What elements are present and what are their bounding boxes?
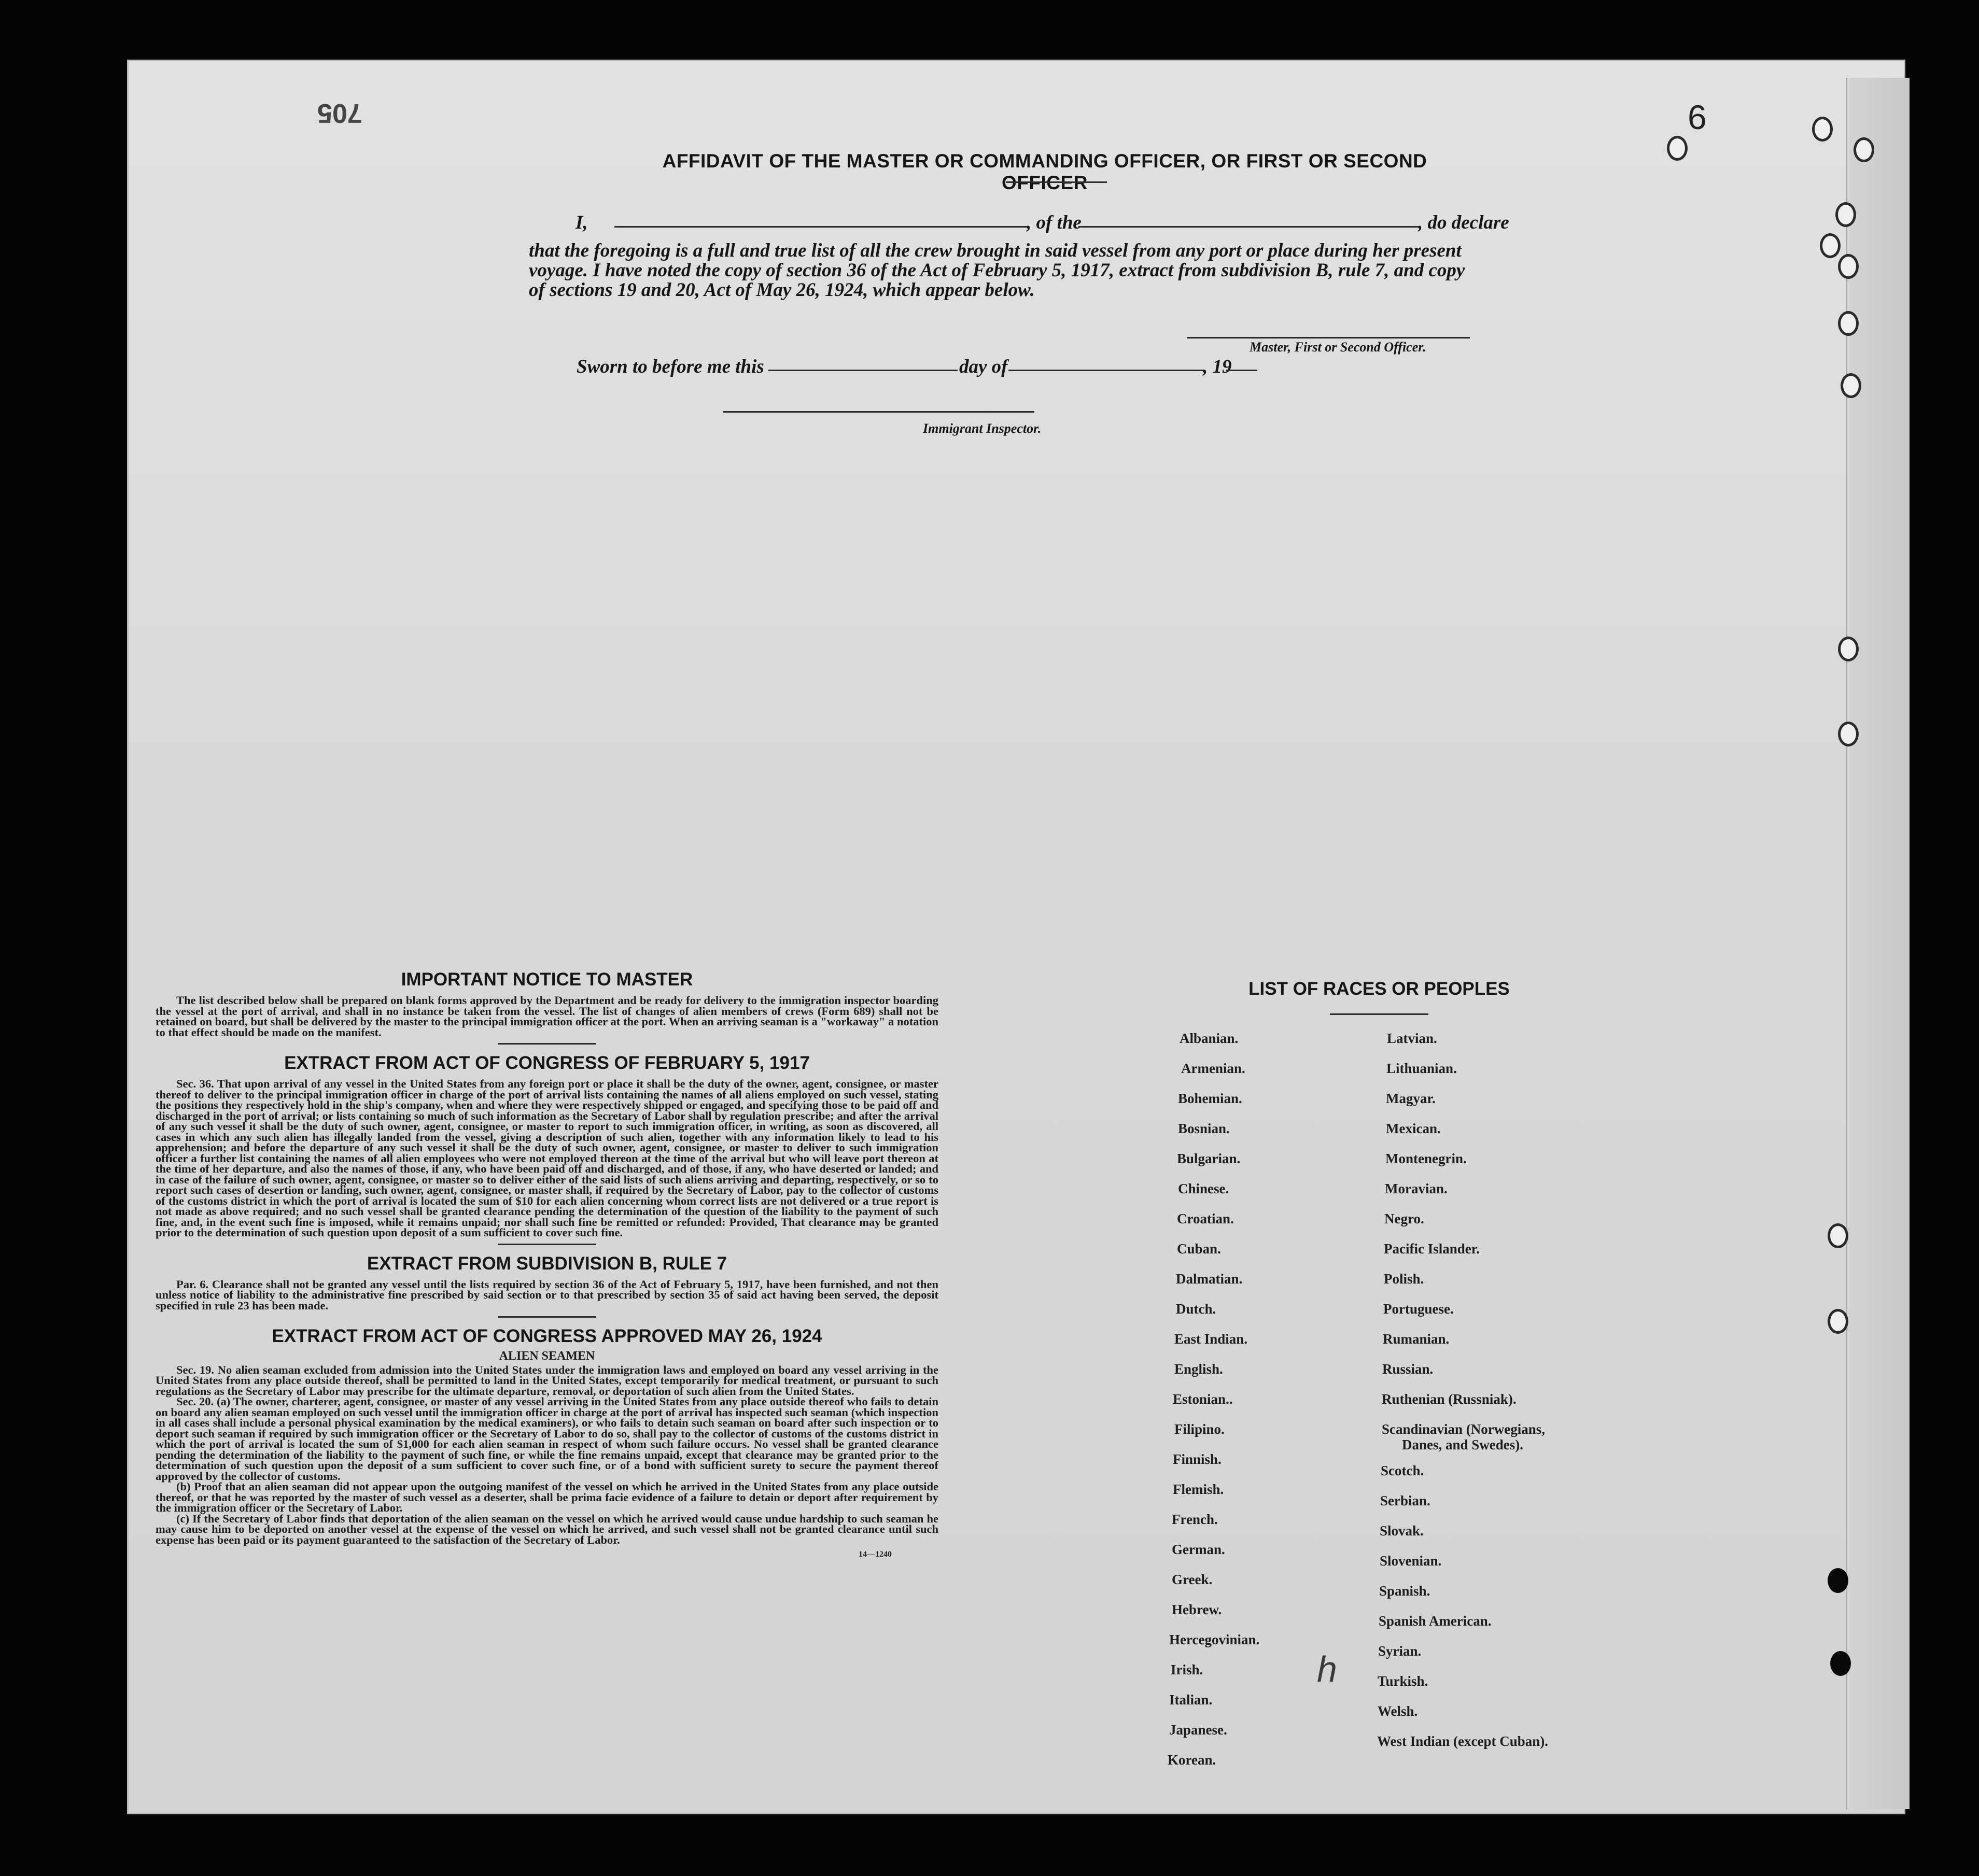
race-left-item: Hebrew. bbox=[1172, 1602, 1222, 1617]
race-left-item: Albanian. bbox=[1180, 1031, 1239, 1046]
extract-1924-sec20c: (c) If the Secretary of Labor finds that deportation of the alien seaman on the vessel on which he arrived would cause undue hardship to such seaman he may cause him to be deported on another vessel at the expense of the vessel on which he arrived, and such vessel shall not be granted clearance until such expense has been paid or its payment guaranteed to the satisfaction of the Secretary of Labor. bbox=[156, 1512, 938, 1546]
race-left-item: Italian. bbox=[1169, 1692, 1213, 1708]
race-right-item: Slovenian. bbox=[1380, 1553, 1442, 1569]
race-right-item: Syrian. bbox=[1378, 1643, 1422, 1659]
extract-rule7-body: Par. 6. Clearance shall not be granted any vessel until the lists required by section 36 of the Act of February 5, 1917, have been furnished, and not then unless notice of liability to the administrative fine prescribed by said section or to that prescribed by section 35 of said act having been served, the deposit specified in rule 23 has been made. bbox=[156, 1277, 938, 1312]
punch-hole-1 bbox=[1667, 136, 1688, 161]
extract-1917-title: EXTRACT FROM ACT OF CONGRESS OF FEBRUARY 5, 1917 bbox=[284, 1053, 810, 1073]
race-right-item: West Indian (except Cuban). bbox=[1377, 1733, 1549, 1749]
extract-rule7-title: EXTRACT FROM SUBDIVISION B, RULE 7 bbox=[367, 1253, 727, 1274]
affidavit-line-i: I, bbox=[576, 212, 588, 233]
extract-1917-body: Sec. 36. That upon arrival of any vessel in the United States from any foreign port or place it shall be the duty of the owner, agent, consignee, or master thereof to deliver to the principal immigration officer in charge of the port of arrival lists containing the names of all aliens employed on such vessel, stating the positions they respectively hold in the ship's company, when and where they were respectively shipped or engaged, and specifying those to be paid off and discharged in the port of arrival; or lists containing so much of such information as the Secretary of Labor shall by regulation prescribe; and after the arrival of any such vessel it shall be the duty of such owner, agent, consignee, or master to report to such immigration officer, in writing, as soon as discovered, all cases in which any such alien has illegally landed from the vessel, giving a description of such alien, together with any information likely to lead to his apprehension; and before the departure of any such vessel it shall be the duty of such owner, agent, consignee, or master to deliver to such immigration officer a further list containing the names of all alien employees who were not employed thereon at the time of the arrival but who will leave port thereon at the time of her departure, and also the names of those, if any, who have been paid off and discharged, and of those, if any, who have deserted or landed; and in case of the failure of such owner, agent, consignee, or master so to deliver either of the said lists of such aliens arriving and departing, respectively, or so to report such cases of desertion or landing, such owner, agent, consignee, or master shall, if required by the Secretary of Labor, pay to the collector of customs of the customs district in which the port of arrival is located the sum of $10 for each alien concerning whom correct lists are not delivered or a true report is not made as above required; and no such vessel shall be granted clearance pending the determination of the question of the liability to the payment of such fine, and, in the event such fine is imposed, while it remains unpaid; nor shall such fine be remitted or refunded: Provided, That clearance may be granted prior to the determination of such question upon deposit of a sum sufficient to cover such fine. bbox=[156, 1077, 938, 1239]
extract-1924-sec20a: Sec. 20. (a) The owner, charterer, agent, consignee, or master of any vessel arriving in the United States from any place outside thereof who fails to detain on board any alien seaman employed on such vessel until the immigration officer in charge at the port of arrival has inspected such seaman (which inspection in all cases shall include a personal physical examination by the medical examiners), or who fails to detain such seaman on board after such inspection or to deport such seaman if required by such immigration officer or the Secretary of Labor to do so, shall pay to the collector of customs of the customs district in which the port of arrival is located the sum of $1,000 for each alien seaman in respect of whom such failure occurs. No vessel shall be granted clearance pending the determination of the liability to the payment of such fine, or while the fine remains unpaid, except that clearance may be granted prior to the determination of such question upon the deposit of a sum sufficient to cover such fine, or of a bond with sufficient surety to secure the payment thereof approved by the collector of customs. bbox=[156, 1395, 938, 1483]
vessel-name-blank[interactable] bbox=[1078, 226, 1418, 228]
races-title-rule bbox=[1330, 1013, 1428, 1015]
punch-hole-14 bbox=[1830, 1651, 1851, 1676]
race-right-item: Serbian. bbox=[1380, 1493, 1430, 1508]
race-right-item: Latvian. bbox=[1387, 1031, 1437, 1046]
sworn-prefix: Sworn to before me this bbox=[577, 356, 764, 377]
extract-1924-sec20b: (b) Proof that an alien seaman did not appear upon the outgoing manifest of the vessel on which he arrived in the United States from any place outside thereof, or that he was reported by the master of such vessel as a deserter, shall be prima facie evidence of a failure to detain or deport after requirement by the immigration officer or the Secretary of Labor. bbox=[156, 1480, 938, 1514]
sworn-day-blank[interactable] bbox=[768, 370, 958, 371]
punch-hole-6 bbox=[1838, 254, 1859, 279]
race-left-item: Armenian. bbox=[1181, 1061, 1245, 1076]
punch-hole-2 bbox=[1812, 117, 1833, 142]
race-left-item: Croatian. bbox=[1177, 1211, 1234, 1226]
extract-rule7-rule bbox=[498, 1316, 596, 1318]
race-left-item: Hercegovinian. bbox=[1169, 1632, 1260, 1647]
race-left-item: Dutch. bbox=[1176, 1301, 1216, 1317]
race-left-item: Cuban. bbox=[1177, 1241, 1221, 1257]
affidavit-line-of: , of the bbox=[1027, 212, 1082, 233]
race-right-item: Negro. bbox=[1384, 1211, 1424, 1226]
race-right-item: Spanish. bbox=[1379, 1583, 1430, 1599]
affidavit-title-rule bbox=[1006, 181, 1107, 183]
notice-column bbox=[156, 969, 938, 1560]
race-left-item: East Indian. bbox=[1174, 1331, 1248, 1347]
race-left-item: Bohemian. bbox=[1178, 1091, 1242, 1106]
signature-caption: Master, First or Second Officer. bbox=[1250, 340, 1426, 355]
race-right-item: Scotch. bbox=[1381, 1463, 1424, 1478]
race-right-item: Slovak. bbox=[1380, 1523, 1424, 1539]
race-left-item: Finnish. bbox=[1173, 1451, 1222, 1467]
race-left-item: Greek. bbox=[1172, 1572, 1213, 1587]
race-left-item: Korean. bbox=[1168, 1752, 1216, 1768]
race-left-item: Chinese. bbox=[1178, 1181, 1229, 1196]
race-right-item: Rumanian. bbox=[1383, 1331, 1450, 1347]
affidavit-line-2: that the foregoing is a full and true list of all the crew brought in said vessel from any port or place during her present bbox=[529, 240, 1462, 261]
extract-1924-sec19: Sec. 19. No alien seaman excluded from admission into the United States under the immigration laws and employed on board any vessel arriving in the United States from any place outside thereof, shall be permitted to land in the United States, except temporarily for medical treatment, or pursuant to such regulations as the Secretary of Labor may prescribe for the ultimate departure, removal, or deportation of such alien from the United States. bbox=[156, 1363, 938, 1398]
notice-body: The list described below shall be prepared on blank forms approved by the Department and be ready for delivery to the immigration inspector boarding the vessel at the port of arrival, and shall in no instance be taken from the vessel. The list of changes of alien members of crews (Form 689) shall not be retained on board, but shall be delivered by the master to the principal immigration officer at the port. When an arriving seaman is a "workaway" a notation to that effect should be made on the manifest. bbox=[156, 994, 938, 1039]
race-right-item: Spanish American. bbox=[1379, 1613, 1492, 1629]
punch-hole-8 bbox=[1841, 373, 1861, 398]
race-right-item: Danes, and Swedes). bbox=[1402, 1437, 1524, 1452]
race-right-item: Moravian. bbox=[1385, 1181, 1448, 1196]
punch-hole-5 bbox=[1820, 233, 1841, 258]
race-left-item: Bulgarian. bbox=[1177, 1151, 1241, 1166]
punch-hole-3 bbox=[1854, 137, 1874, 162]
punch-hole-9 bbox=[1838, 637, 1859, 661]
affidavit-line-3: voyage. I have noted the copy of section 36 of the Act of February 5, 1917, extract from subdivision B, rule 7, and copy bbox=[529, 260, 1465, 281]
race-right-item: Polish. bbox=[1384, 1271, 1424, 1287]
race-right-item: Pacific Islander. bbox=[1384, 1241, 1480, 1257]
notice-rule bbox=[498, 1043, 596, 1045]
race-right-item: Scandinavian (Norwegians, bbox=[1382, 1421, 1546, 1437]
race-left-item: Bosnian. bbox=[1178, 1121, 1230, 1136]
punch-hole-11 bbox=[1828, 1223, 1848, 1248]
sworn-year-blank[interactable] bbox=[1226, 370, 1257, 371]
affidavit-line-declare: , do declare bbox=[1418, 212, 1509, 233]
race-right-item: Welsh. bbox=[1378, 1703, 1418, 1719]
sworn-month-blank[interactable] bbox=[1008, 370, 1205, 371]
race-right-item: Mexican. bbox=[1386, 1121, 1441, 1136]
pencil-mark: h bbox=[1317, 1649, 1337, 1689]
page-edge bbox=[1846, 78, 1910, 1809]
race-right-item: Ruthenian (Russniak). bbox=[1382, 1391, 1517, 1407]
race-left-item: Flemish. bbox=[1173, 1482, 1224, 1497]
race-right-item: Magyar. bbox=[1386, 1091, 1436, 1106]
race-left-item: German. bbox=[1172, 1542, 1225, 1557]
form-number: 14—1240 bbox=[859, 1550, 892, 1559]
punch-hole-12 bbox=[1828, 1309, 1848, 1334]
punch-hole-10 bbox=[1838, 722, 1859, 746]
punch-hole-7 bbox=[1838, 311, 1859, 336]
race-left-item: Dalmatian. bbox=[1176, 1271, 1243, 1287]
races-title: LIST OF RACES OR PEOPLES bbox=[1248, 979, 1510, 999]
master-signature-blank[interactable] bbox=[1187, 337, 1470, 338]
affidavit-title: AFFIDAVIT OF THE MASTER OR COMMANDING OFFICER, OR FIRST OR SECOND OFFICER bbox=[662, 150, 1427, 193]
corner-mark: 6 bbox=[1688, 98, 1707, 136]
race-left-item: Filipino. bbox=[1174, 1421, 1225, 1437]
extract-1924-title: EXTRACT FROM ACT OF CONGRESS APPROVED MAY 26, 1924 bbox=[272, 1326, 822, 1346]
race-left-item: French. bbox=[1172, 1512, 1218, 1527]
extract-1924-subtitle: ALIEN SEAMEN bbox=[499, 1349, 595, 1363]
punch-hole-4 bbox=[1835, 202, 1856, 227]
race-left-item: Estonian.. bbox=[1173, 1391, 1233, 1407]
inspector-signature-blank[interactable] bbox=[723, 411, 1034, 413]
race-right-item: Montenegrin. bbox=[1385, 1151, 1467, 1166]
sworn-year-label: , 19 bbox=[1203, 356, 1232, 377]
race-right-item: Portuguese. bbox=[1383, 1301, 1454, 1317]
race-right-item: Turkish. bbox=[1378, 1673, 1428, 1689]
inspector-caption: Immigrant Inspector. bbox=[923, 421, 1042, 436]
affidavit-line-4: of sections 19 and 20, Act of May 26, 1924, which appear below. bbox=[529, 279, 1035, 301]
race-right-item: Russian. bbox=[1382, 1361, 1434, 1377]
race-right-item: Lithuanian. bbox=[1386, 1061, 1457, 1076]
master-name-blank[interactable] bbox=[614, 226, 1027, 228]
sworn-day-label: day of bbox=[959, 356, 1008, 377]
extract-1917-rule bbox=[498, 1244, 596, 1245]
race-left-item: Japanese. bbox=[1169, 1722, 1227, 1738]
race-left-item: English. bbox=[1174, 1361, 1223, 1377]
notice-title: IMPORTANT NOTICE TO MASTER bbox=[401, 969, 693, 990]
punch-hole-13 bbox=[1828, 1568, 1848, 1593]
stamp-number: 705 bbox=[317, 98, 362, 128]
race-left-item: Irish. bbox=[1171, 1662, 1203, 1677]
